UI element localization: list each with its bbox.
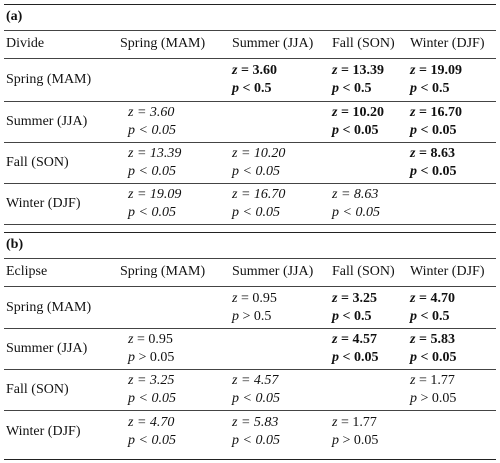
table-cell [232,290,277,326]
p-value [332,349,378,367]
z-symbol: z [232,291,238,306]
p-threshold: < 0.05 [138,391,176,406]
equals-sign: = [418,146,427,161]
column-header: Spring (MAM) [120,264,206,279]
p-value [232,80,277,98]
header-rule [4,58,496,59]
p-symbol: p [410,164,417,179]
p-threshold: < 0.05 [342,350,379,365]
z-statistic [332,290,377,308]
z-symbol: z [128,146,134,161]
p-threshold: > 0.5 [242,309,272,324]
p-value [232,432,280,450]
z-symbol: z [410,146,416,161]
z-statistic [410,145,456,163]
p-symbol: p [332,433,339,448]
table-cell [332,331,378,367]
z-statistic [410,290,455,308]
z-value: 4.70 [149,415,175,430]
z-statistic [128,372,176,390]
row-label: Spring (MAM) [6,72,92,87]
z-statistic [232,372,280,390]
table-cell [410,104,462,140]
p-threshold: < 0.05 [138,205,176,220]
equals-sign: = [240,63,249,78]
p-threshold: < 0.05 [138,164,176,179]
table-cell [332,104,384,140]
equals-sign: = [418,105,427,120]
row-label: Winter (DJF) [6,196,81,211]
z-symbol: z [332,332,338,347]
equals-sign: = [136,373,147,388]
p-value [128,204,181,222]
z-symbol: z [332,63,338,78]
p-value [232,390,280,408]
table-cell [128,104,176,140]
rule-b-label [4,258,496,259]
p-value [128,163,181,181]
p-value [232,308,277,326]
z-statistic [232,290,277,308]
z-value: 3.25 [352,291,377,306]
p-symbol: p [232,433,239,448]
p-threshold: < 0.05 [242,391,280,406]
equals-sign: = [240,187,251,202]
z-value: 1.77 [352,415,377,430]
table-cell [128,414,176,450]
p-threshold: > 0.05 [138,350,175,365]
p-threshold: < 0.5 [420,309,450,324]
z-symbol: z [332,415,338,430]
p-value [410,163,456,181]
z-symbol: z [232,373,238,388]
z-value: 8.63 [353,187,379,202]
p-symbol: p [232,164,239,179]
column-header: Summer (JJA) [232,264,314,279]
p-symbol: p [128,391,135,406]
table-cell [128,186,181,222]
p-value [332,122,384,140]
p-symbol: p [128,350,135,365]
z-value: 19.09 [430,63,462,78]
p-threshold: < 0.05 [420,123,457,138]
p-value [410,80,462,98]
equals-sign: = [136,105,147,120]
p-threshold: < 0.05 [138,123,176,138]
p-value [128,432,176,450]
table-cell [128,372,176,408]
column-header: Fall (SON) [332,264,395,279]
p-symbol: p [232,309,239,324]
equals-sign: = [340,415,349,430]
z-statistic [232,62,277,80]
equals-sign: = [136,146,147,161]
corner-label: Divide [6,36,45,51]
z-symbol: z [232,63,238,78]
p-value [332,80,384,98]
column-header: Summer (JJA) [232,36,314,51]
z-statistic [332,331,378,349]
table-cell [410,62,462,98]
p-threshold: < 0.5 [342,309,372,324]
rule-bottom [4,459,496,460]
p-threshold: < 0.5 [242,81,272,96]
z-statistic [332,186,380,204]
z-value: 4.70 [430,291,455,306]
z-symbol: z [410,373,416,388]
rule-a-label [4,30,496,31]
row-rule [4,101,496,102]
z-statistic [410,62,462,80]
row-label: Summer (JJA) [6,341,88,356]
z-value: 8.63 [430,146,455,161]
z-symbol: z [128,373,134,388]
equals-sign: = [240,415,251,430]
z-value: 4.57 [352,332,377,347]
equals-sign: = [136,187,147,202]
z-symbol: z [332,105,338,120]
z-statistic [128,331,174,349]
column-header: Winter (DJF) [410,36,485,51]
equals-sign: = [240,373,251,388]
corner-label: Eclipse [6,264,48,279]
p-value [410,122,462,140]
rule-top-a [4,4,496,5]
p-value [410,308,455,326]
table-cell [232,145,285,181]
p-threshold: > 0.05 [342,433,379,448]
z-value: 13.39 [352,63,384,78]
z-statistic [128,104,176,122]
z-symbol: z [232,187,238,202]
p-threshold: < 0.05 [342,123,379,138]
p-threshold: < 0.05 [242,205,280,220]
z-statistic [128,186,181,204]
table-cell [332,186,380,222]
equals-sign: = [340,63,349,78]
equals-sign: = [340,105,349,120]
p-value [128,390,176,408]
row-rule [4,183,496,184]
p-symbol: p [332,350,339,365]
z-symbol: z [128,332,134,347]
p-symbol: p [332,81,339,96]
z-statistic [128,414,176,432]
p-threshold: > 0.05 [420,391,457,406]
p-value [332,204,380,222]
z-value: 0.95 [148,332,173,347]
table-cell [332,62,384,98]
row-rule [4,410,496,411]
p-threshold: < 0.5 [420,81,450,96]
z-value: 5.83 [253,415,279,430]
p-value [232,204,285,222]
z-statistic [128,145,181,163]
p-symbol: p [232,391,239,406]
z-symbol: z [232,415,238,430]
p-threshold: < 0.05 [342,205,380,220]
equals-sign: = [418,373,427,388]
p-threshold: < 0.05 [242,433,280,448]
p-symbol: p [332,205,339,220]
z-symbol: z [128,187,134,202]
row-label: Fall (SON) [6,155,69,170]
rule-top-b [4,232,496,233]
equals-sign: = [418,332,427,347]
p-symbol: p [128,164,135,179]
p-symbol: p [232,205,239,220]
z-statistic [332,104,384,122]
column-header: Spring (MAM) [120,36,206,51]
z-symbol: z [332,187,338,202]
z-statistic [232,186,285,204]
z-symbol: z [410,291,416,306]
z-statistic [332,414,378,432]
p-threshold: < 0.05 [138,433,176,448]
p-value [332,432,378,450]
equals-sign: = [418,291,427,306]
p-value [410,390,456,408]
table-cell [410,331,456,367]
p-symbol: p [410,81,417,96]
z-value: 5.83 [430,332,455,347]
z-value: 1.77 [430,373,455,388]
p-threshold: < 0.05 [420,164,457,179]
p-value [410,349,456,367]
table-cell [410,290,455,326]
column-header: Fall (SON) [332,36,395,51]
p-symbol: p [128,433,135,448]
z-statistic [332,62,384,80]
p-symbol: p [410,123,417,138]
table-cell [232,372,280,408]
table-cell [410,145,456,181]
table-cell [232,414,280,450]
p-threshold: < 0.05 [420,350,457,365]
table-cell [332,414,378,450]
z-value: 10.20 [352,105,384,120]
z-symbol: z [332,291,338,306]
z-value: 3.60 [149,105,175,120]
p-symbol: p [232,81,239,96]
panel-label-b: (b) [6,237,24,252]
column-header: Winter (DJF) [410,264,485,279]
z-value: 3.25 [149,373,175,388]
row-label: Summer (JJA) [6,114,88,129]
p-symbol: p [128,205,135,220]
z-symbol: z [410,332,416,347]
equals-sign: = [340,187,351,202]
z-value: 4.57 [253,373,279,388]
z-statistic [410,331,456,349]
z-statistic [410,372,456,390]
table-cell [128,331,174,367]
row-rule [4,328,496,329]
row-label: Fall (SON) [6,382,69,397]
row-rule [4,369,496,370]
header-rule [4,286,496,287]
p-symbol: p [332,309,339,324]
equals-sign: = [340,332,349,347]
p-value [332,308,377,326]
p-symbol: p [410,350,417,365]
z-value: 13.39 [149,146,182,161]
equals-sign: = [136,415,147,430]
p-value [128,349,174,367]
z-symbol: z [410,63,416,78]
equals-sign: = [136,332,145,347]
table-cell [128,145,181,181]
z-symbol: z [128,105,134,120]
table-cell [232,62,277,98]
p-threshold: < 0.05 [242,164,280,179]
z-statistic [232,145,285,163]
p-value [128,122,176,140]
row-label: Spring (MAM) [6,300,92,315]
z-statistic [232,414,280,432]
panel-label-a: (a) [6,9,23,24]
p-symbol: p [410,309,417,324]
p-value [232,163,285,181]
p-threshold: < 0.5 [342,81,372,96]
z-statistic [410,104,462,122]
table-cell [410,372,456,408]
p-symbol: p [128,123,135,138]
z-value: 10.20 [253,146,286,161]
row-rule [4,224,496,225]
z-value: 19.09 [149,187,182,202]
equals-sign: = [240,146,251,161]
table-cell [232,186,285,222]
p-symbol: p [332,123,339,138]
equals-sign: = [240,291,249,306]
z-symbol: z [128,415,134,430]
z-value: 0.95 [252,291,277,306]
z-symbol: z [232,146,238,161]
z-value: 3.60 [252,63,277,78]
row-rule [4,142,496,143]
equals-sign: = [340,291,349,306]
z-symbol: z [410,105,416,120]
row-label: Winter (DJF) [6,424,81,439]
table-cell [332,290,377,326]
equals-sign: = [418,63,427,78]
z-value: 16.70 [253,187,286,202]
p-symbol: p [410,391,417,406]
z-value: 16.70 [430,105,462,120]
